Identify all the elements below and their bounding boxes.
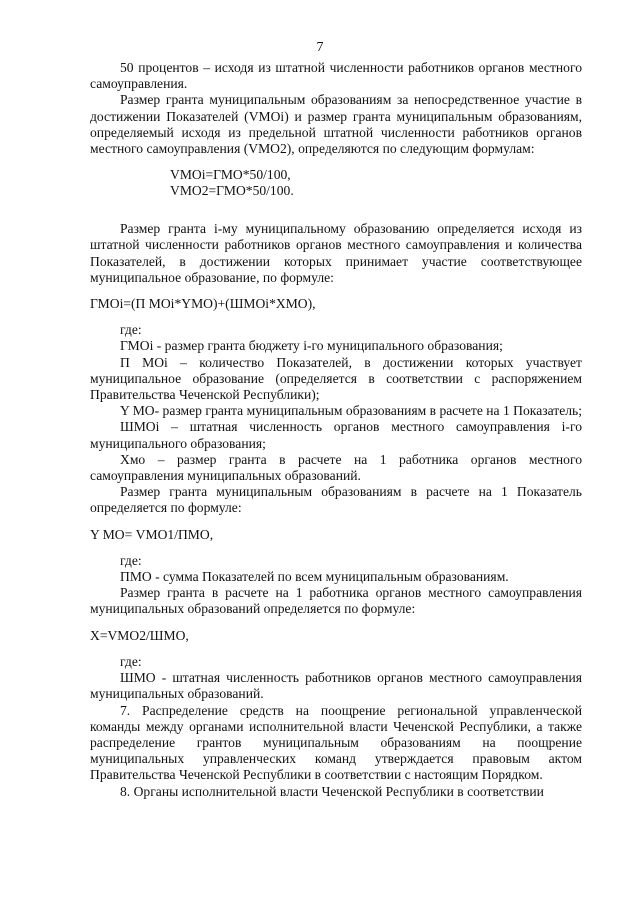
definition: П МОі – количество Показателей, в достижении которых участвует муниципальное образование (определяется в соответствии с распоряжением Правительства Чеченской Республики); [90,354,582,403]
formula: Y МО= VМО1/ПМО, [90,526,214,542]
formula: Х=VМО2/ШМО, [90,627,189,643]
definition: ПМО - сумма Показателей по всем муниципальным образованиям. [120,569,509,585]
formula: VМО2=ГМО*50/100. [170,183,294,199]
paragraph: 50 процентов – исходя из штатной численности работников органов местного самоуправления. [90,60,582,92]
formula: VМОі=ГМО*50/100, [170,167,291,183]
where-label: где: [120,653,142,669]
document-body [90,60,582,800]
paragraph: Размер гранта в расчете на 1 работника органов местного самоуправления муниципальных образований определяется по формуле: [90,585,582,617]
paragraph: 7. Распределение средств на поощрение региональной управленческой команды между органами исполнительной власти Чеченской Республики, а также распределение грантов муниципальным образованиям на поощрение муниципальных управленческих команд утверждается правовым актом Правительства Чеченской Республики в соответствии с настоящим Порядком. [90,702,582,783]
paragraph: Размер гранта і-му муниципальному образованию определяется исходя из штатной численности работников органов местного самоуправления и количества Показателей, в достижении которых принимает участие соответствующее муниципальное образование, по формуле: [90,221,582,285]
definition: ШМОі – штатная численность органов местного самоуправления і-го муниципального образования; [90,419,582,451]
page-number: 7 [316,40,324,55]
definition: Y МО- размер гранта муниципальным образованиям в расчете на 1 Показатель; [120,403,583,419]
paragraph: Размер гранта муниципальным образованиям в расчете на 1 Показатель определяется по формуле: [90,484,582,516]
paragraph: 8. Органы исполнительной власти Чеченской Республики в соответствии [120,783,544,799]
definition: Хмо – размер гранта в расчете на 1 работника органов местного самоуправления муниципальных образований. [90,451,582,484]
formula: ГМОі=(П МОі*YМО)+(ШМОі*ХМО), [90,296,316,312]
definition: ГМОі - размер гранта бюджету і-го муниципального образования; [120,338,503,354]
paragraph: Размер гранта муниципальным образованиям за непосредственное участие в достижении Показателей (VМОі) и размер гранта муниципальным образованиям, определяемый исходя из предельной штатной численности работников органов местного самоуправления (VМО2), определяются по следующим формулам: [90,92,582,157]
where-label: где: [120,552,142,568]
where-label: где: [120,322,142,338]
definition: ШМО - штатная численность работников органов местного самоуправления муниципальных образований. [90,670,582,702]
